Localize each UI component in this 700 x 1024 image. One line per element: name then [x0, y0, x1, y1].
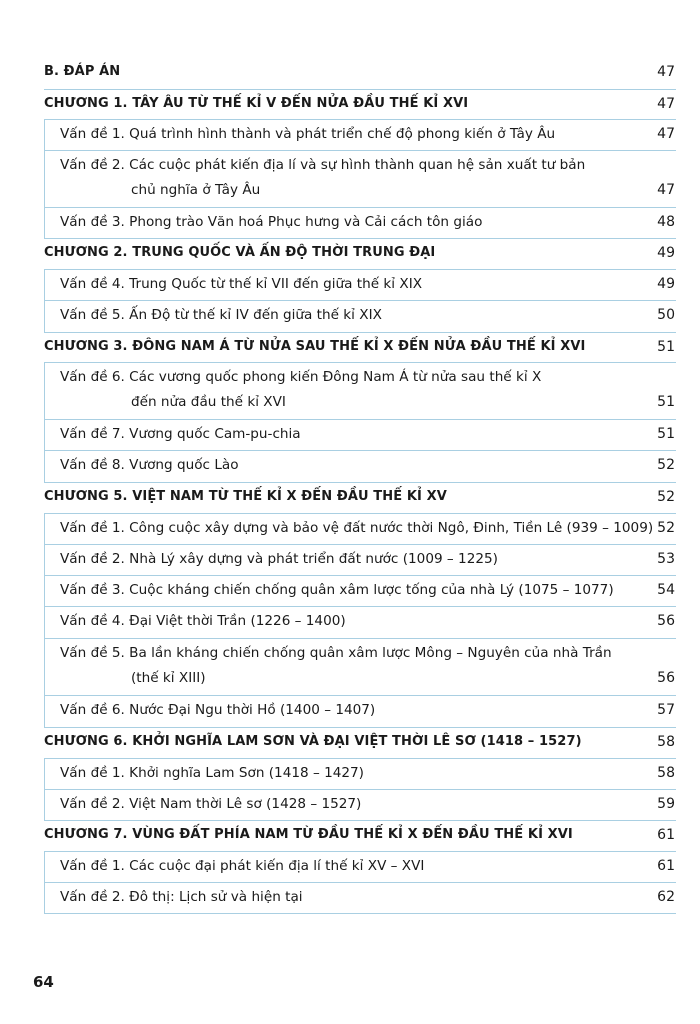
toc-entry-title: Vấn đề 7. Vương quốc Cam-pu-chia — [60, 426, 301, 442]
toc-page-number: 47 — [657, 126, 675, 142]
toc-heading-title: CHƯƠNG 2. TRUNG QUỐC VÀ ẤN ĐỘ THỜI TRUNG ĐẠI — [44, 245, 436, 260]
footer-page-number: 64 — [33, 973, 54, 991]
toc-entry-bar — [44, 207, 45, 238]
toc-entry-title: Vấn đề 3. Phong trào Văn hoá Phục hưng và Cải cách tôn giáo — [60, 214, 483, 230]
toc-divider — [44, 332, 676, 333]
toc-entry-bar — [44, 362, 45, 419]
toc-page-number: 58 — [657, 765, 675, 781]
toc-entry-bar — [44, 269, 45, 300]
toc-entry-title: Vấn đề 8. Vương quốc Lào — [60, 457, 239, 473]
toc-divider — [44, 695, 676, 696]
toc-entry-title: Vấn đề 1. Các cuộc đại phát kiến địa lí thế kỉ XV – XVI — [60, 858, 425, 874]
toc-divider — [44, 300, 676, 301]
toc-divider — [44, 269, 676, 270]
toc-entry-bar — [44, 695, 45, 727]
toc-entry-bar — [44, 300, 45, 332]
toc-entry-title: Vấn đề 1. Quá trình hình thành và phát triển chế độ phong kiến ở Tây Âu — [60, 126, 556, 142]
toc-divider — [44, 119, 676, 120]
toc-entry-title: Vấn đề 6. Các vương quốc phong kiến Đông Nam Á từ nửa sau thế kỉ X — [60, 369, 542, 385]
toc-divider — [44, 575, 676, 576]
toc-page-number: 47 — [657, 64, 675, 80]
toc-entry-title: Vấn đề 6. Nước Đại Ngu thời Hồ (1400 – 1407) — [60, 702, 376, 718]
toc-divider — [44, 606, 676, 607]
toc-heading-title: B. ĐÁP ÁN — [44, 64, 121, 79]
toc-entry-title: Vấn đề 3. Cuộc kháng chiến chống quân xâm lược tống của nhà Lý (1075 – 1077) — [60, 582, 614, 598]
toc-page-number: 57 — [657, 702, 675, 718]
toc-divider — [44, 238, 676, 239]
toc-page-number: 58 — [657, 734, 675, 750]
toc-page-number: 49 — [657, 245, 675, 261]
toc-page-number: 51 — [657, 426, 675, 442]
toc-entry-title: Vấn đề 2. Các cuộc phát kiến địa lí và sự hình thành quan hệ sản xuất tư bản — [60, 157, 586, 173]
toc-page-number: 47 — [657, 182, 675, 198]
toc-entry-bar — [44, 419, 45, 450]
toc-entry-bar — [44, 450, 45, 482]
toc-entry-bar — [44, 638, 45, 695]
toc-divider — [44, 89, 676, 90]
toc-entry-bar — [44, 575, 45, 606]
toc-page-number: 59 — [657, 796, 675, 812]
toc-heading-title: CHƯƠNG 3. ĐÔNG NAM Á TỪ NỬA SAU THẾ KỈ X ĐẾN NỬA ĐẦU THẾ KỈ XVI — [44, 339, 586, 354]
toc-page-number: 47 — [657, 96, 675, 112]
toc-entry-title-continuation: đến nửa đầu thế kỉ XVI — [131, 394, 286, 410]
toc-entry-title: Vấn đề 2. Đô thị: Lịch sử và hiện tại — [60, 889, 303, 905]
toc-entry-bar — [44, 882, 45, 913]
toc-entry-bar — [44, 544, 45, 575]
toc-entry-title-continuation: (thế kỉ XIII) — [131, 670, 206, 686]
toc-entry-title: Vấn đề 4. Đại Việt thời Trần (1226 – 1400) — [60, 613, 346, 629]
toc-divider — [44, 789, 676, 790]
toc-page-number: 53 — [657, 551, 675, 567]
toc-divider — [44, 820, 676, 821]
toc-divider — [44, 913, 676, 914]
toc-entry-bar — [44, 119, 45, 150]
toc-divider — [44, 207, 676, 208]
toc-entry-title-continuation: chủ nghĩa ở Tây Âu — [131, 182, 261, 198]
toc-divider — [44, 482, 676, 483]
toc-entry-title: Vấn đề 5. Ấn Độ từ thế kỉ IV đến giữa thế kỉ XIX — [60, 307, 382, 323]
toc-page-number: 54 — [657, 582, 675, 598]
toc-divider — [44, 544, 676, 545]
toc-divider — [44, 638, 676, 639]
toc-page-number: 52 — [657, 489, 675, 505]
toc-divider — [44, 450, 676, 451]
toc-heading-title: CHƯƠNG 7. VÙNG ĐẤT PHÍA NAM TỪ ĐẦU THẾ KỈ X ĐẾN ĐẦU THẾ KỈ XVI — [44, 827, 573, 842]
toc-page-number: 48 — [657, 214, 675, 230]
toc-page-number: 56 — [657, 670, 675, 686]
toc-entry-title: Vấn đề 2. Nhà Lý xây dựng và phát triển đất nước (1009 – 1225) — [60, 551, 498, 567]
toc-page-number: 56 — [657, 613, 675, 629]
toc-page-number: 51 — [657, 339, 675, 355]
toc-entry-title: Vấn đề 5. Ba lần kháng chiến chống quân xâm lược Mông – Nguyên của nhà Trần — [60, 645, 612, 661]
toc-entry-title: Vấn đề 2. Việt Nam thời Lê sơ (1428 – 1527) — [60, 796, 362, 812]
toc-divider — [44, 882, 676, 883]
toc-page-number: 50 — [657, 307, 675, 323]
toc-page-number: 49 — [657, 276, 675, 292]
toc-divider — [44, 419, 676, 420]
toc-divider — [44, 513, 676, 514]
toc-page-number: 62 — [657, 889, 675, 905]
toc-divider — [44, 362, 676, 363]
toc-divider — [44, 851, 676, 852]
toc-divider — [44, 727, 676, 728]
toc-entry-bar — [44, 606, 45, 638]
toc-entry-title: Vấn đề 1. Khởi nghĩa Lam Sơn (1418 – 1427) — [60, 765, 364, 781]
toc-heading-title: CHƯƠNG 5. VIỆT NAM TỪ THẾ KỈ X ĐẾN ĐẦU THẾ KỈ XV — [44, 489, 447, 504]
toc-page-number: 52 — [657, 457, 675, 473]
toc-divider — [44, 150, 676, 151]
toc-page-number: 52 — [657, 520, 675, 536]
toc-heading-title: CHƯƠNG 6. KHỞI NGHĨA LAM SƠN VÀ ĐẠI VIỆT THỜI LÊ SƠ (1418 – 1527) — [44, 734, 582, 749]
toc-entry-title: Vấn đề 1. Công cuộc xây dựng và bảo vệ đất nước thời Ngô, Đinh, Tiền Lê (939 – 1009) — [60, 520, 654, 536]
toc-entry-bar — [44, 789, 45, 820]
toc-page-number: 61 — [657, 858, 675, 874]
toc-entry-title: Vấn đề 4. Trung Quốc từ thế kỉ VII đến giữa thế kỉ XIX — [60, 276, 423, 292]
toc-entry-bar — [44, 851, 45, 882]
toc-page-number: 51 — [657, 394, 675, 410]
toc-entry-bar — [44, 150, 45, 207]
toc-page-number: 61 — [657, 827, 675, 843]
toc-entry-bar — [44, 758, 45, 789]
toc-divider — [44, 758, 676, 759]
toc-entry-bar — [44, 513, 45, 544]
toc-heading-title: CHƯƠNG 1. TÂY ÂU TỪ THẾ KỈ V ĐẾN NỬA ĐẦU THẾ KỈ XVI — [44, 96, 469, 111]
